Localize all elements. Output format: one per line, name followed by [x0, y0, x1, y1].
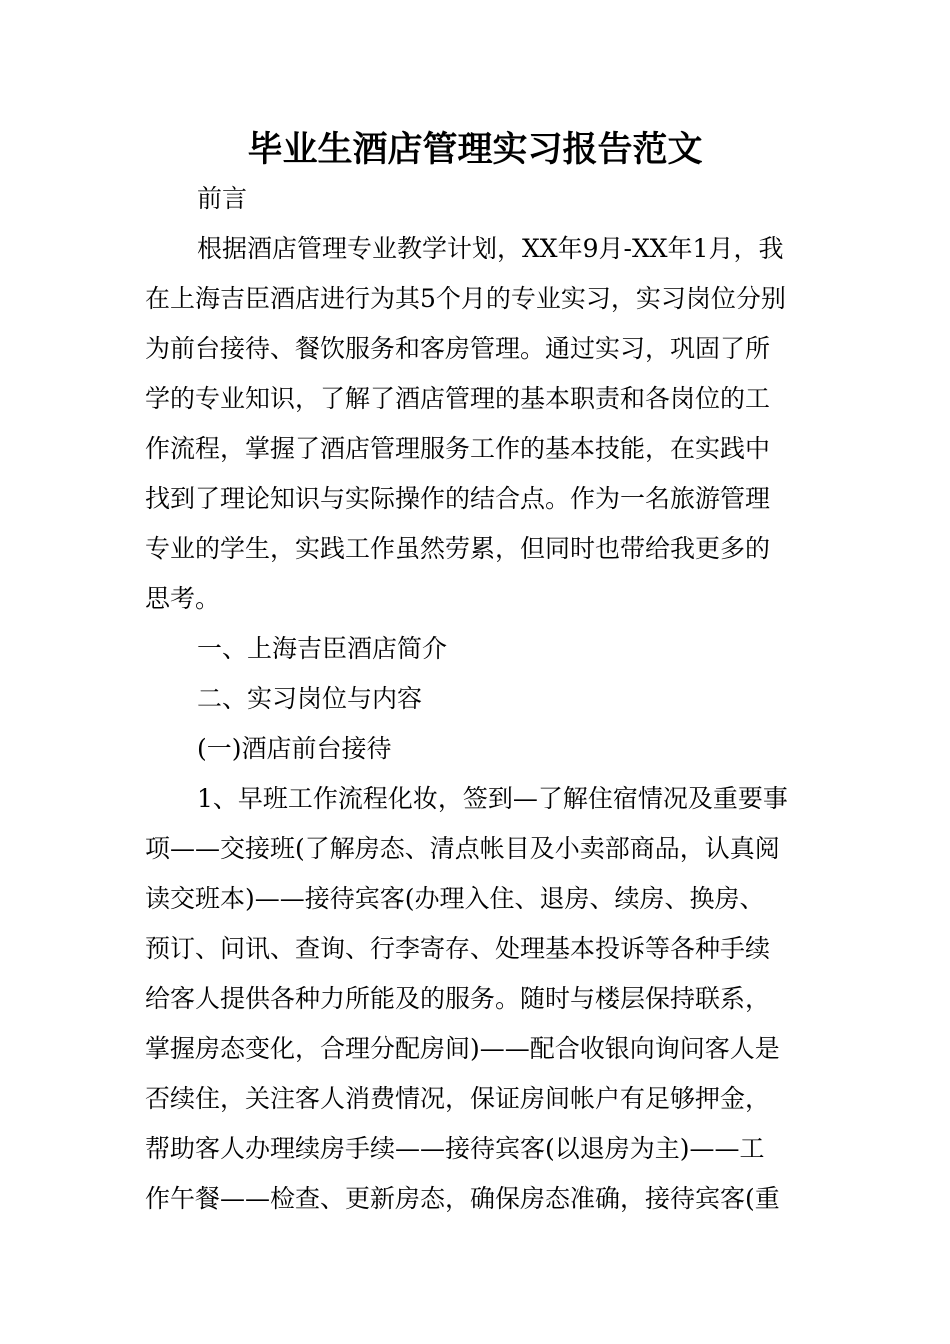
paragraph-line: 找到了理论知识与实际操作的结合点。作为一名旅游管理 [145, 484, 771, 513]
paragraph-line: 根据酒店管理专业教学计划，XX年9月-XX年1月，我 [197, 234, 784, 263]
section-heading-1: 一、上海吉臣酒店简介 [197, 634, 448, 663]
paragraph-line: 学的专业知识，了解了酒店管理的基本职责和各岗位的工 [145, 384, 771, 413]
paragraph-line: 思考。 [145, 584, 221, 613]
document-title: 毕业生酒店管理实习报告范文 [247, 130, 703, 170]
paragraph-line: 作流程，掌握了酒店管理服务工作的基本技能，在实践中 [145, 434, 771, 463]
paragraph-line: 在上海吉臣酒店进行为其5个月的专业实习，实习岗位分别 [145, 284, 786, 313]
paragraph-line: 掌握房态变化，合理分配房间)——配合收银向询问客人是 [145, 1034, 780, 1063]
section-heading-2: 二、实习岗位与内容 [197, 684, 423, 713]
paragraph-line: 读交班本)——接待宾客(办理入住、退房、续房、换房、 [145, 884, 765, 913]
paragraph-line: 专业的学生，实践工作虽然劳累，但同时也带给我更多的 [145, 534, 771, 563]
paragraph-line: 作午餐——检查、更新房态，确保房态准确，接待宾客(重 [145, 1184, 780, 1213]
paragraph-line: 否续住，关注客人消费情况，保证房间帐户有足够押金， [145, 1084, 771, 1113]
preface-heading: 前言 [197, 184, 248, 213]
paragraph-line: 预订、问讯、查询、行李寄存、处理基本投诉等各种手续 [145, 934, 771, 963]
paragraph-line: 1、早班工作流程化妆，签到—了解住宿情况及重要事 [197, 784, 788, 813]
paragraph-line: 给客人提供各种力所能及的服务。随时与楼层保持联系， [145, 984, 771, 1013]
paragraph-line: 项——交接班(了解房态、清点帐目及小卖部商品，认真阅 [145, 834, 780, 863]
subsection-heading-1: (一)酒店前台接待 [197, 734, 392, 763]
paragraph-line: 帮助客人办理续房手续——接待宾客(以退房为主)——工 [145, 1134, 765, 1163]
paragraph-line: 为前台接待、餐饮服务和客房管理。通过实习，巩固了所 [145, 334, 771, 363]
